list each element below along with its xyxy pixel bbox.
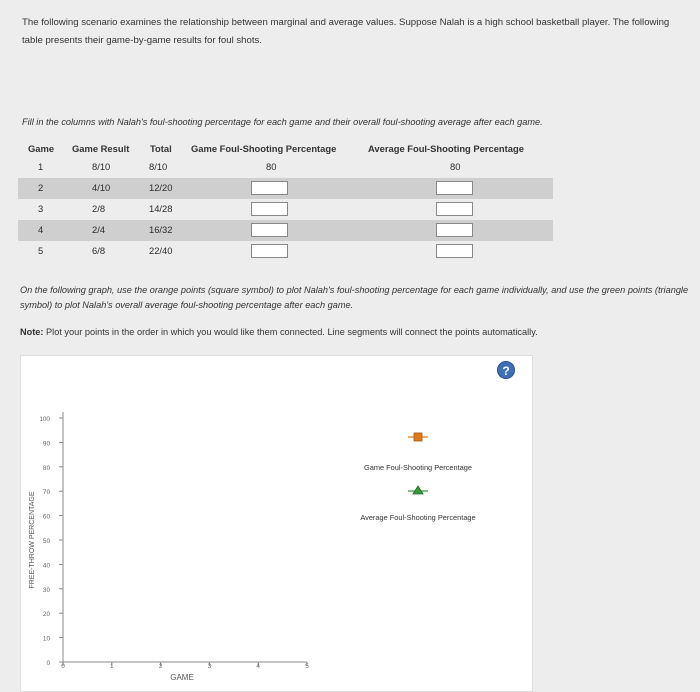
question-mark-icon[interactable]: ?: [497, 361, 515, 379]
y-tick-label: 50: [42, 538, 50, 545]
y-tick-label: 10: [42, 635, 50, 643]
game-total: 12/20: [149, 182, 173, 193]
x-tick-label: 2: [158, 663, 163, 670]
note-label: Note:: [20, 327, 44, 337]
game-result: 2/4: [92, 224, 106, 235]
game-number: 3: [38, 203, 44, 214]
avg-pct-value: 80: [450, 161, 461, 172]
x-tick-label: 3: [207, 663, 212, 670]
game-result: 4/10: [92, 182, 111, 193]
y-tick-label: 20: [42, 611, 50, 619]
intro-text: The following scenario examines the relationship between marginal and average values. Suppose Nalah is a high school basketball player. The following table presents their game-by-game results for foul shots.: [22, 17, 670, 46]
x-tick-label: 0: [61, 663, 65, 670]
y-tick-label: 70: [42, 489, 50, 497]
table-instruction: Fill in the columns with Nalah's foul-shooting percentage for each game and their overall foul-shooting average after each game.: [22, 117, 543, 127]
header-game-pct: Game Foul-Shooting Percentage: [191, 143, 337, 154]
game-number: 5: [38, 245, 44, 256]
y-tick-label: 40: [42, 562, 50, 570]
x-tick-label: 4: [256, 663, 260, 670]
game-result: 8/10: [92, 161, 111, 172]
game-number: 1: [38, 161, 44, 172]
x-axis-label: GAME: [170, 673, 194, 682]
game-result: 6/8: [92, 245, 106, 256]
header-total: Total: [150, 143, 172, 154]
header-game: Game: [28, 143, 55, 154]
y-tick-label: 0: [46, 660, 50, 667]
legend-label-average: Average Foul-Shooting Percentage: [360, 513, 476, 522]
game-number: 4: [38, 224, 44, 235]
legend-label-game: Game Foul-Shooting Percentage: [363, 463, 473, 472]
y-tick-label: 30: [42, 586, 50, 594]
game-total: 22/40: [149, 245, 173, 256]
y-tick-label: 100: [39, 416, 50, 423]
y-tick-label: 90: [42, 440, 50, 448]
game-total: 14/28: [149, 203, 173, 214]
triangle-marker-icon: [413, 486, 423, 494]
x-tick-label: 5: [305, 663, 309, 670]
game-total: 16/32: [149, 224, 173, 235]
x-tick-label: 1: [110, 663, 114, 670]
game-total: 8/10: [149, 161, 168, 172]
header-game-result: Game Result: [72, 143, 130, 154]
y-axis-label: FREE-THROW PERCENTAGE: [29, 491, 36, 589]
game-result: 2/8: [92, 203, 106, 214]
y-tick-label: 80: [42, 464, 50, 472]
header-avg-pct: Average Foul-Shooting Percentage: [368, 143, 524, 154]
note-text: Plot your points in the order in which you would like them connected. Line segments will connect the points automatically.: [46, 327, 538, 337]
game-pct-value: 80: [266, 161, 277, 172]
graph-instruction: On the following graph, use the orange points (square symbol) to plot Nalah's foul-shooting percentage for each game individually, and use the green points (triangle symbol) to plot Nalah's overall average foul-shooting percentage after each game.: [20, 285, 689, 310]
y-tick-label: 60: [42, 513, 50, 521]
square-marker-icon: [414, 433, 422, 441]
game-number: 2: [38, 182, 44, 193]
